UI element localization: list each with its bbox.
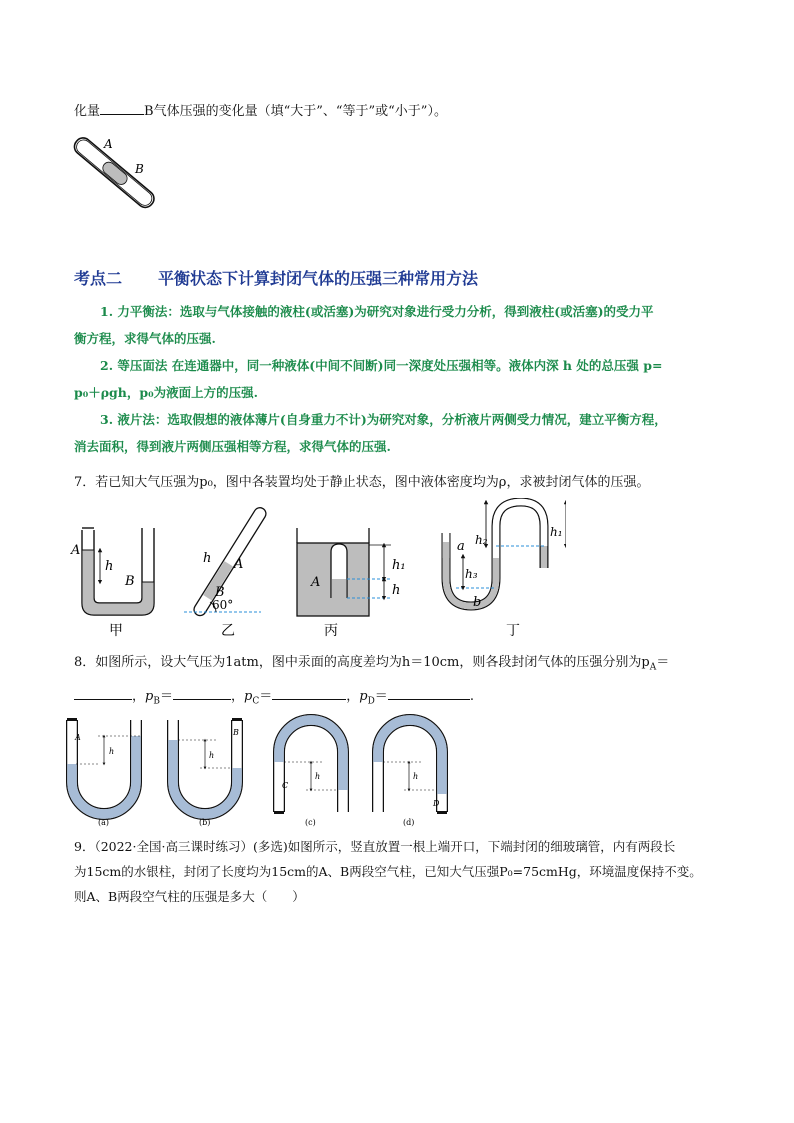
method-2-line-2: p₀＋ρgh，p₀为液面上方的压强. — [74, 385, 258, 400]
pd-answer-blank[interactable] — [388, 686, 470, 700]
tube-label-a: A — [104, 137, 113, 151]
method-3-line-1: 3. 液片法：选取假想的液体薄片(自身重力不计)为研究对象，分析液片两侧受力情况，建立平衡方程， — [100, 412, 667, 427]
q8-eq-b: ＝ — [159, 689, 173, 704]
yi-label-b: B — [215, 585, 225, 600]
question-8-line-2: ，$p_B=$ ，$p_C=$ ，$p_D=$ . — [74, 686, 474, 711]
fig-c-h: h — [315, 772, 321, 781]
figure-ding — [443, 502, 566, 639]
fig-c-label: C — [282, 781, 289, 790]
question-7-text: 7．若已知大气压强为p₀，图中各装置均处于静止状态，图中液体密度均为ρ，求被封闭气体的压强。 — [74, 475, 650, 490]
caption-yi: 乙 — [221, 623, 235, 639]
section-number: 考点二 — [74, 269, 123, 288]
figure-bing — [297, 528, 406, 639]
q8-eq-d: ＝ — [374, 689, 388, 704]
figure-jia — [70, 528, 154, 639]
jia-label-a: A — [71, 543, 81, 558]
q8-pd-sub: D — [367, 696, 375, 707]
pb-answer-blank[interactable] — [173, 686, 231, 700]
ding-label-h1: h₁ — [550, 525, 563, 539]
question-9-line-3: 则A、B两段空气柱的压强是多大（ ） — [74, 889, 305, 904]
q7-figures — [66, 498, 566, 640]
answer-blank[interactable] — [100, 101, 144, 115]
pc-answer-blank[interactable] — [272, 686, 346, 700]
caption-ding: 丁 — [506, 623, 520, 639]
tilted-tube-figure — [66, 126, 166, 216]
q8-pb: p — [145, 689, 154, 704]
caption-c: (c) — [305, 818, 316, 827]
section-heading — [74, 266, 478, 289]
intro-line — [74, 101, 447, 121]
yi-label-a: A — [234, 557, 244, 572]
q8-pd: p — [359, 689, 368, 704]
intro-suffix: B气体压强的变化量（填“大于”、“等于”或“小于”）。 — [144, 104, 447, 119]
fig-a-label: A — [75, 733, 81, 742]
intro-prefix: 化量 — [74, 104, 101, 119]
caption-a: (a) — [98, 818, 110, 827]
figure-a — [67, 718, 142, 827]
tube-label-b: B — [135, 162, 144, 176]
caption-jia: 甲 — [109, 623, 123, 639]
caption-d: (d) — [403, 818, 415, 827]
q8-intro: 8．如图所示，设大气压为1atm，图中汞面的高度差均为h＝10cm，则各段封闭气体的压强分别为p — [74, 655, 650, 670]
ding-label-b: b — [473, 595, 482, 610]
figure-d — [378, 720, 447, 827]
fig-d-label: D — [433, 799, 440, 808]
q8-eq-c: ＝ — [259, 689, 273, 704]
figure-yi — [184, 505, 268, 639]
yi-label-h: h — [203, 551, 212, 566]
fig-b-label: B — [233, 728, 239, 737]
bing-label-h1: h₁ — [392, 558, 406, 573]
method-1-line-1: 1. 力平衡法：选取与气体接触的液柱(或活塞)为研究对象进行受力分析，得到液柱(或活塞)的受力平 — [100, 304, 654, 319]
ding-label-h2: h₂ — [475, 533, 488, 547]
figure-b — [173, 718, 242, 827]
question-9-line-1: 9．（2022·全国·高三课时练习）(多选)如图所示，竖直放置一根上端开口，下端封闭的细玻璃管，内有两段长 — [74, 839, 676, 854]
figure-c — [274, 720, 343, 827]
fig-d-h: h — [413, 772, 419, 781]
q8-pa-sub: A — [649, 662, 657, 673]
section-title: 平衡状态下计算封闭气体的压强三种常用方法 — [158, 269, 479, 288]
jia-label-b: B — [125, 574, 135, 589]
q8-pb-sub: B — [153, 696, 160, 707]
caption-b: (b) — [199, 818, 211, 827]
q8-pc: p — [244, 689, 253, 704]
yi-angle: 60° — [212, 598, 234, 612]
ding-label-a: a — [457, 539, 465, 554]
pa-answer-blank[interactable] — [74, 686, 132, 700]
question-9-line-2: 为15cm的水银柱，封闭了长度均为15cm的A、B两段空气柱，已知大气压强P₀=75cmHg，环境温度保持不变。 — [74, 864, 702, 879]
q8-pc-sub: C — [252, 696, 260, 707]
bing-label-h: h — [392, 583, 401, 598]
bing-label-a: A — [311, 575, 321, 590]
jia-label-h: h — [105, 559, 114, 574]
q8-figures — [66, 712, 456, 830]
question-8-line-1 — [74, 654, 669, 677]
method-2-line-1: 2. 等压面法 在连通器中，同一种液体(中间不间断)同一深度处压强相等。液体内深 h 处的总压强 p= — [100, 358, 663, 373]
q8-eq-a: ＝ — [656, 655, 670, 670]
fig-a-h: h — [109, 747, 115, 756]
method-3-line-2: 消去面积，得到液片两侧压强相等方程，求得气体的压强. — [74, 439, 391, 454]
caption-bing: 丙 — [324, 623, 338, 639]
ding-label-h3: h₃ — [465, 567, 478, 581]
fig-b-h: h — [209, 751, 215, 760]
method-1-line-2: 衡方程，求得气体的压强. — [74, 331, 216, 346]
